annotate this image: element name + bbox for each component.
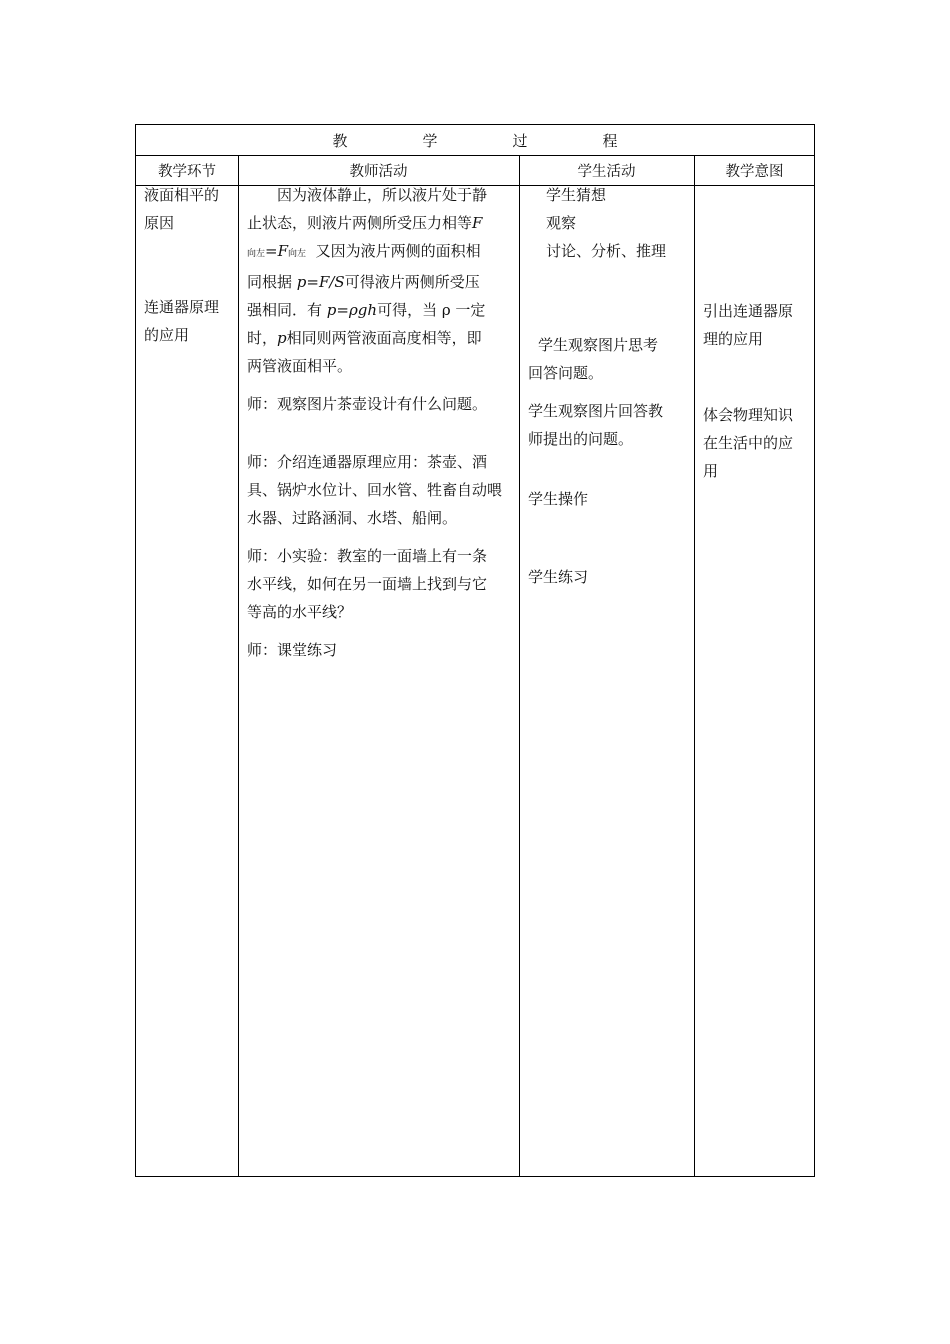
teacher-text: 止状态，则液片两侧所受压力相等F [247,214,483,232]
student-text: 回答问题。 [528,364,604,382]
teacher-cell [247,181,515,664]
teacher-text: 师：观察图片茶壶设计有什么问题。 [247,395,488,413]
teacher-text: 因为液体静止，所以液片处于静 [277,186,488,204]
student-text: 观察 [546,214,577,232]
column-divider [694,155,695,1176]
student-text: 讨论、分析、推理 [546,242,667,260]
teacher-text: 具、锅炉水位计、回水管、牲畜自动喂 [247,481,503,499]
intent-text: 理的应用 [703,330,764,348]
student-text: 学生练习 [528,568,589,586]
stage-cell [144,181,236,349]
student-text: 学生观察图片思考 [538,336,659,354]
student-text: 学生操作 [528,490,589,508]
column-divider [519,155,520,1176]
teacher-text: 两管液面相平。 [247,357,353,375]
stage-item: 连通器原理 [144,298,220,316]
intent-text: 引出连通器原 [703,302,794,320]
student-text: 学生观察图片回答教 [528,402,664,420]
student-cell [528,181,690,591]
intent-text: 在生活中的应 [703,434,794,452]
header-student: 学生活动 [577,163,636,180]
header-intent: 教学意图 [725,163,784,180]
header-stage: 教学环节 [158,163,216,180]
intent-text: 用 [703,462,719,480]
header-teacher: 教师活动 [349,163,408,180]
teacher-text: 师：小实验：教室的一面墙上有一条 [247,547,488,565]
stage-item: 原因 [144,214,175,232]
teacher-text: 强相同．有 p=ρgh可得，当 ρ 一定 [247,301,486,319]
teaching-process-table [135,124,815,1177]
teacher-text: 水平线，如何在另一面墙上找到与它 [247,575,488,593]
teacher-text: 师：课堂练习 [247,641,338,659]
intent-cell [703,297,813,485]
student-text: 师提出的问题。 [528,430,634,448]
student-text: 学生猜想 [546,186,607,204]
teacher-text: 向左=F向左 又因为液片两侧的面积相 [247,242,481,260]
teacher-text: 同根据 p=F/S可得液片两侧所受压 [247,273,480,291]
table-title: 教 学 过 程 [332,131,648,150]
teacher-text: 师：介绍连通器原理应用：茶壶、酒 [247,453,488,471]
teacher-text: 等高的水平线？ [247,603,353,621]
intent-text: 体会物理知识 [703,406,794,424]
teacher-text: 时，p相同则两管液面高度相等，即 [247,329,482,347]
teacher-text: 水器、过路涵洞、水塔、船闸。 [247,509,458,527]
stage-item: 液面相平的 [144,186,220,204]
column-divider [238,155,239,1176]
stage-item: 的应用 [144,326,190,344]
